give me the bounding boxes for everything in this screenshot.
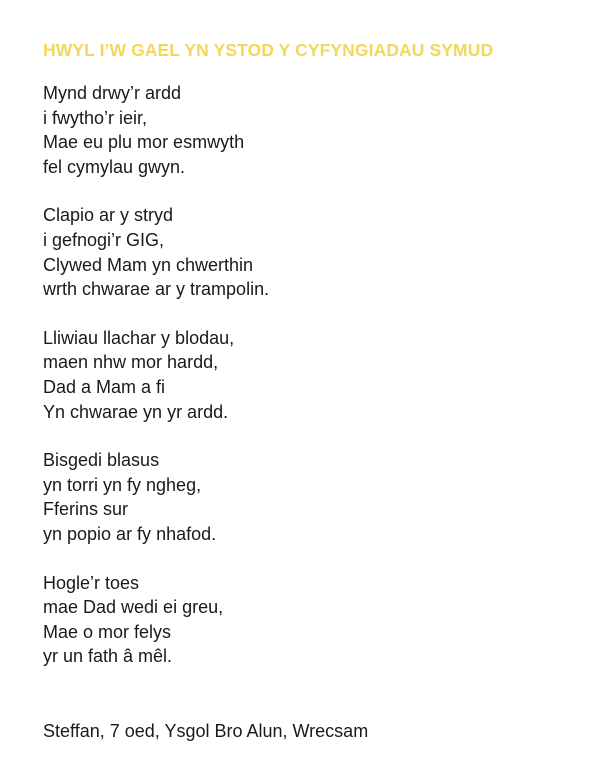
poem-line: Hogle’r toes xyxy=(43,572,140,593)
poem-line: Fferins sur xyxy=(43,499,129,520)
poem-document xyxy=(43,39,583,693)
stanza-1 xyxy=(43,81,583,179)
poem-line: Clywed Mam yn chwerthin xyxy=(43,254,254,275)
stanza-3 xyxy=(43,326,583,424)
poem-line: Mae o mor felys xyxy=(43,621,172,642)
poem-line: Mae eu plu mor esmwyth xyxy=(43,132,245,153)
poem-line: yr un fath â mêl. xyxy=(43,646,173,667)
poem-line: wrth chwarae ar y trampolin. xyxy=(43,279,270,300)
poem-line: Clapio ar y stryd xyxy=(43,205,174,226)
poem-line: Lliwiau llachar y blodau, xyxy=(43,327,235,348)
author-signature: Steffan, 7 oed, Ysgol Bro Alun, Wrecsam xyxy=(43,721,369,741)
poem-line: fel cymylau gwyn. xyxy=(43,156,186,177)
poem-line: yn torri yn fy ngheg, xyxy=(43,474,202,495)
poem-line: Yn chwarae yn yr ardd. xyxy=(43,401,229,422)
poem-line: Bisgedi blasus xyxy=(43,450,160,471)
poem-line: mae Dad wedi ei greu, xyxy=(43,597,224,618)
poem-line: i fwytho’r ieir, xyxy=(43,107,148,128)
stanza-4 xyxy=(43,448,583,546)
poem-line: Dad a Mam a fi xyxy=(43,376,166,397)
stanza-5 xyxy=(43,571,583,669)
poem-line: yn popio ar fy nhafod. xyxy=(43,523,217,544)
poem-line: i gefnogi’r GIG, xyxy=(43,229,165,250)
poem-title: HWYL I’W GAEL YN YSTOD Y CYFYNGIADAU SYMUD xyxy=(43,40,494,60)
poem-line: maen nhw mor hardd, xyxy=(43,352,219,373)
stanza-2 xyxy=(43,203,583,301)
poem-line: Mynd drwy’r ardd xyxy=(43,83,182,103)
